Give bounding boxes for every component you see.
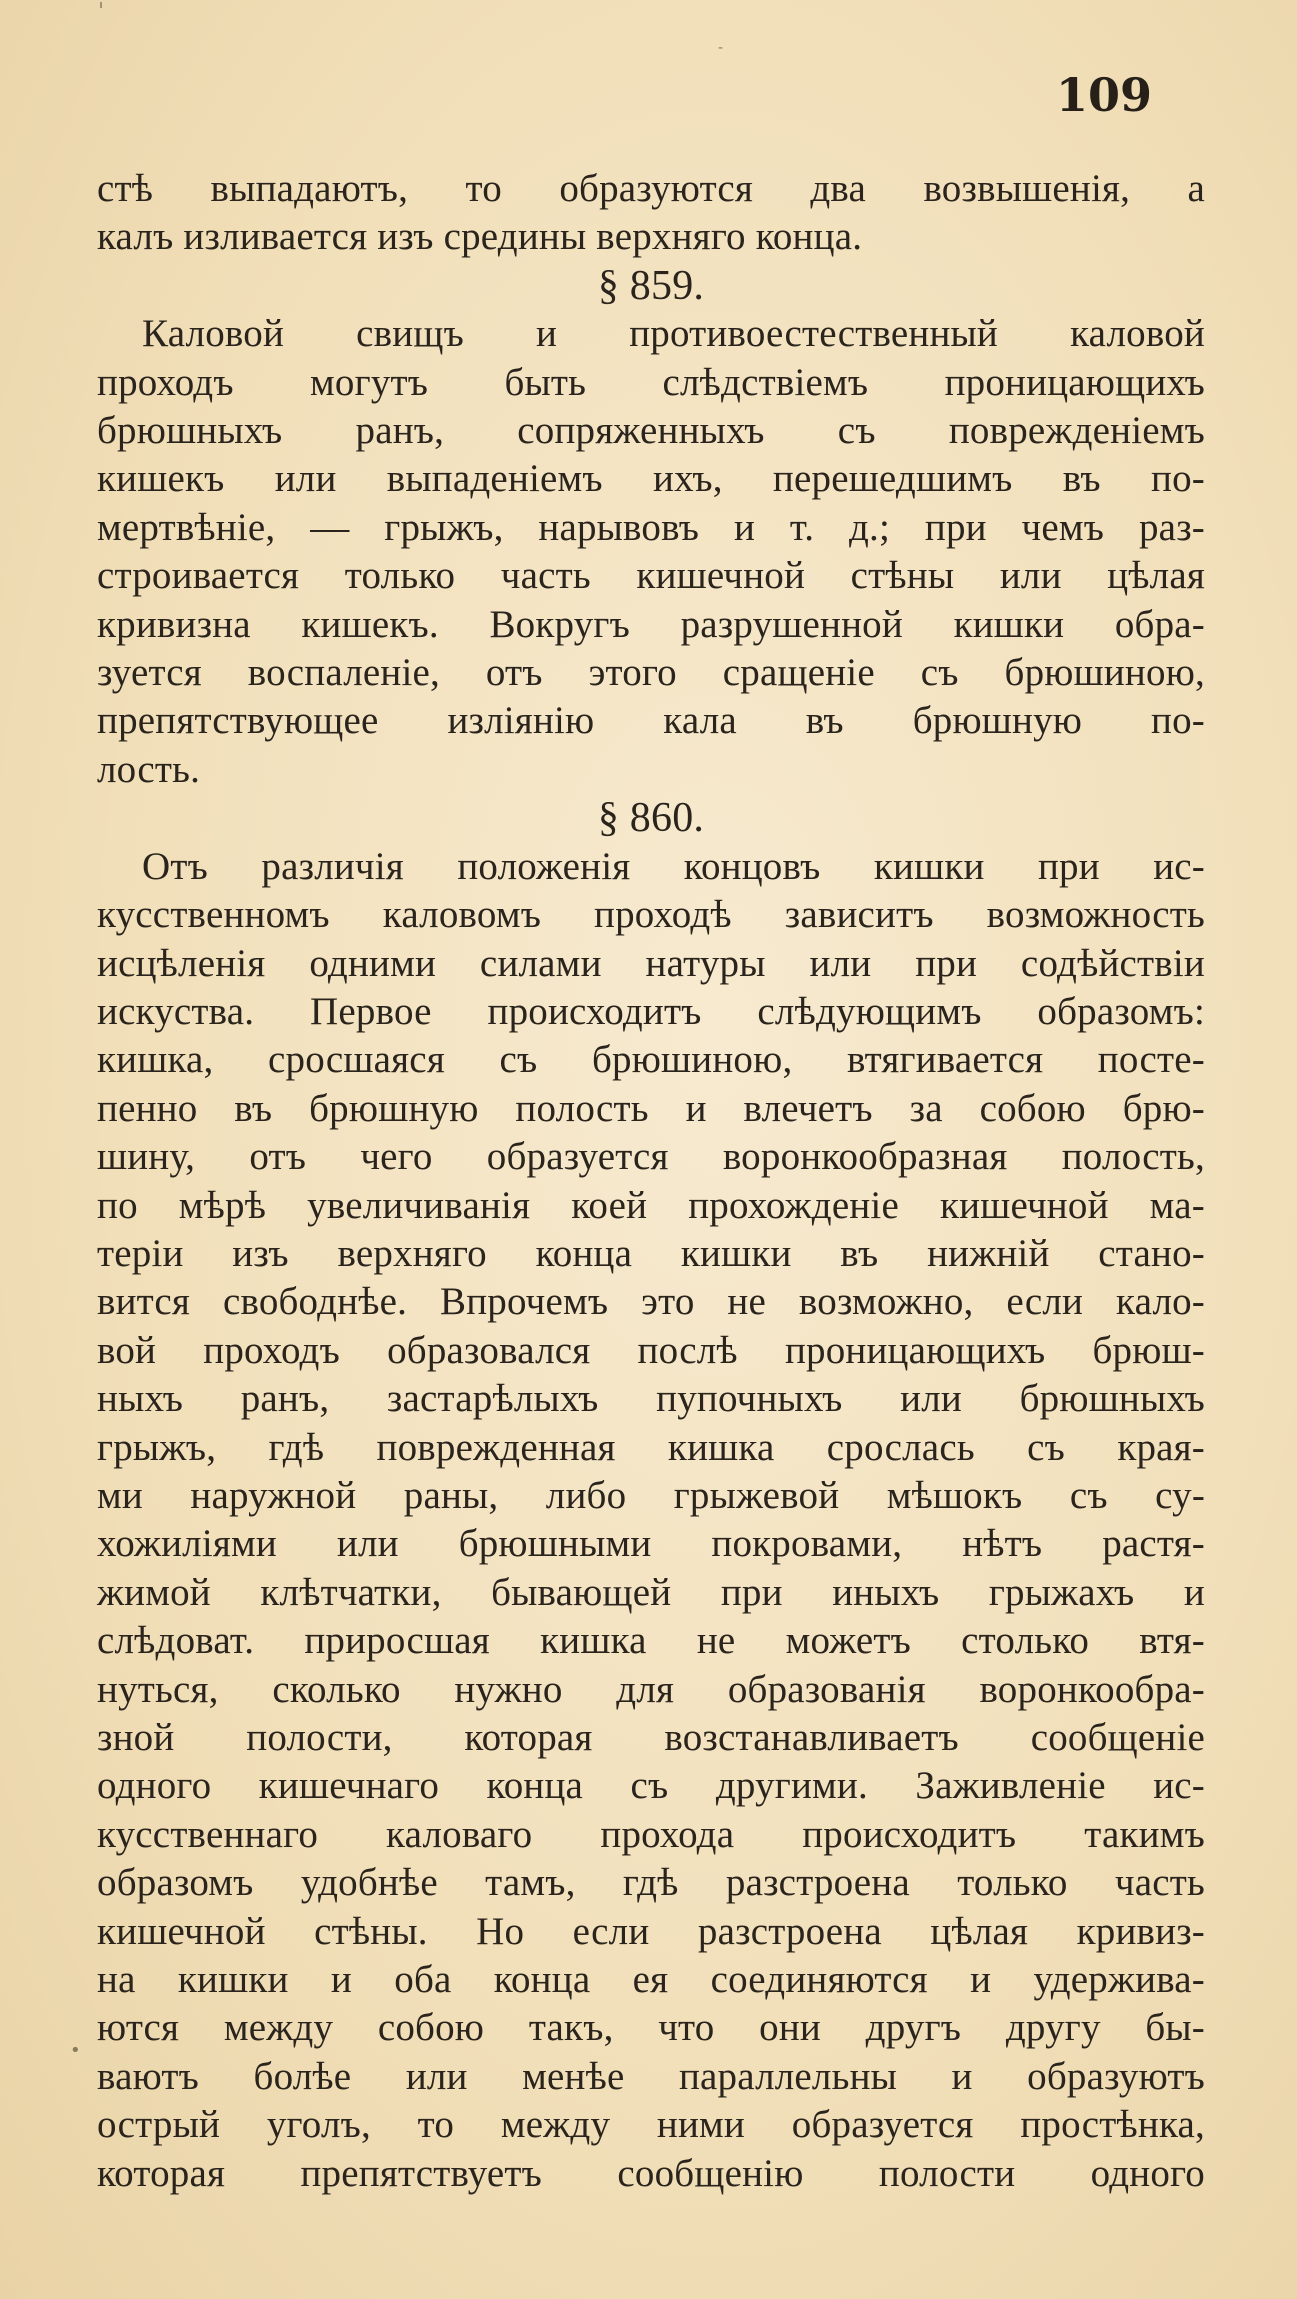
text-line: на кишки и оба конца ея соединяются и удержива- bbox=[97, 1958, 1205, 2002]
text-line: кривизна кишекъ. Вокругъ разрушенной кишки обра- bbox=[97, 602, 1205, 646]
text-line: которая препятствуетъ сообщенію полости одного bbox=[97, 2151, 1205, 2195]
ink-mark: ˈ bbox=[98, 0, 105, 25]
section-heading: § 860. bbox=[597, 795, 705, 842]
text-line: проходъ могутъ быть слѣдствіемъ проницающихъ bbox=[97, 360, 1205, 404]
text-line: кусственнаго каловаго прохода происходитъ такимъ bbox=[97, 1812, 1205, 1856]
text-line: лость. bbox=[97, 747, 201, 791]
text-line: грыжъ, гдѣ поврежденная кишка срослась съ края- bbox=[97, 1425, 1205, 1469]
text-line: хожиліями или брюшными покровами, нѣтъ растя- bbox=[97, 1522, 1205, 1566]
text-line: ются между собою такъ, что они другъ другу бы- bbox=[97, 2006, 1205, 2050]
text-line: пенно въ брюшную полость и влечетъ за собою брю- bbox=[97, 1086, 1205, 1130]
text-line: кишка, сросшаяся съ брюшиною, втягивается посте- bbox=[97, 1038, 1205, 1082]
text-line: жимой клѣтчатки, бывающей при иныхъ грыжахъ и bbox=[97, 1570, 1205, 1614]
text-line: строивается только часть кишечной стѣны или цѣлая bbox=[97, 554, 1205, 598]
text-line: стѣ выпадаютъ, то образуются два возвышенія, а bbox=[97, 167, 1205, 210]
text-line: искуства. Первое происходитъ слѣдующимъ образомъ: bbox=[97, 989, 1205, 1033]
text-line: вится свободнѣе. Впрочемъ это не возможно, если кало- bbox=[97, 1280, 1205, 1324]
text-line: брюшныхъ ранъ, сопряженныхъ съ поврежденіемъ bbox=[97, 409, 1205, 453]
text-line: исцѣленія одними силами натуры или при содѣйствіи bbox=[97, 941, 1205, 985]
page-number: 109 bbox=[1055, 68, 1152, 122]
text-line: зуется воспаленіе, отъ этого сращеніе съ брюшиною, bbox=[97, 651, 1205, 695]
text-line: шину, отъ чего образуется воронкообразная полость, bbox=[97, 1135, 1205, 1179]
section-heading: § 859. bbox=[597, 262, 705, 309]
text-line: ныхъ ранъ, застарѣлыхъ пупочныхъ или брюшныхъ bbox=[97, 1377, 1205, 1421]
text-line: кусственномъ каловомъ проходѣ зависитъ возможность bbox=[97, 893, 1205, 937]
text-line: нуться, сколько нужно для образованія воронкообра- bbox=[97, 1667, 1205, 1711]
text-line: по мѣрѣ увеличиванія коей прохожденіе кишечной ма- bbox=[97, 1183, 1205, 1227]
text-line: теріи изъ верхняго конца кишки въ нижній стано- bbox=[97, 1231, 1205, 1275]
text-line: вой проходъ образовался послѣ проницающихъ брюш- bbox=[97, 1328, 1205, 1372]
text-line: кишекъ или выпаденіемъ ихъ, перешедшимъ въ по- bbox=[97, 457, 1205, 501]
text-line: слѣдоват. приросшая кишка не можетъ столько втя- bbox=[97, 1619, 1205, 1663]
text-line: образомъ удобнѣе тамъ, гдѣ разстроена только часть bbox=[97, 1861, 1205, 1905]
text-line: мертвѣніе, — грыжъ, нарывовъ и т. д.; при чемъ раз- bbox=[97, 505, 1205, 549]
text-line: ваютъ болѣе или менѣе параллельны и образуютъ bbox=[97, 2054, 1205, 2098]
text-line: зной полости, которая возстанавливаетъ сообщеніе bbox=[97, 1716, 1205, 1759]
text-line: препятствующее изліянію кала въ брюшную по- bbox=[97, 699, 1205, 743]
ink-mark: • bbox=[70, 2040, 81, 2061]
text-line: кишечной стѣны. Но если разстроена цѣлая кривиз- bbox=[97, 1909, 1205, 1953]
text-line: Отъ различія положенія концовъ кишки при ис- bbox=[142, 844, 1205, 888]
body-text bbox=[97, 165, 1205, 2198]
text-line: Каловой свищъ и противоестественный каловой bbox=[142, 312, 1205, 356]
text-line: острый уголъ, то между ними образуется простѣнка, bbox=[97, 2103, 1205, 2147]
text-line: калъ изливается изъ средины верхняго конца. bbox=[97, 215, 863, 259]
ink-mark: - bbox=[718, 40, 724, 56]
text-line: одного кишечнаго конца съ другими. Заживленіе ис- bbox=[97, 1764, 1205, 1808]
text-line: ми наружной раны, либо грыжевой мѣшокъ съ су- bbox=[97, 1473, 1205, 1517]
